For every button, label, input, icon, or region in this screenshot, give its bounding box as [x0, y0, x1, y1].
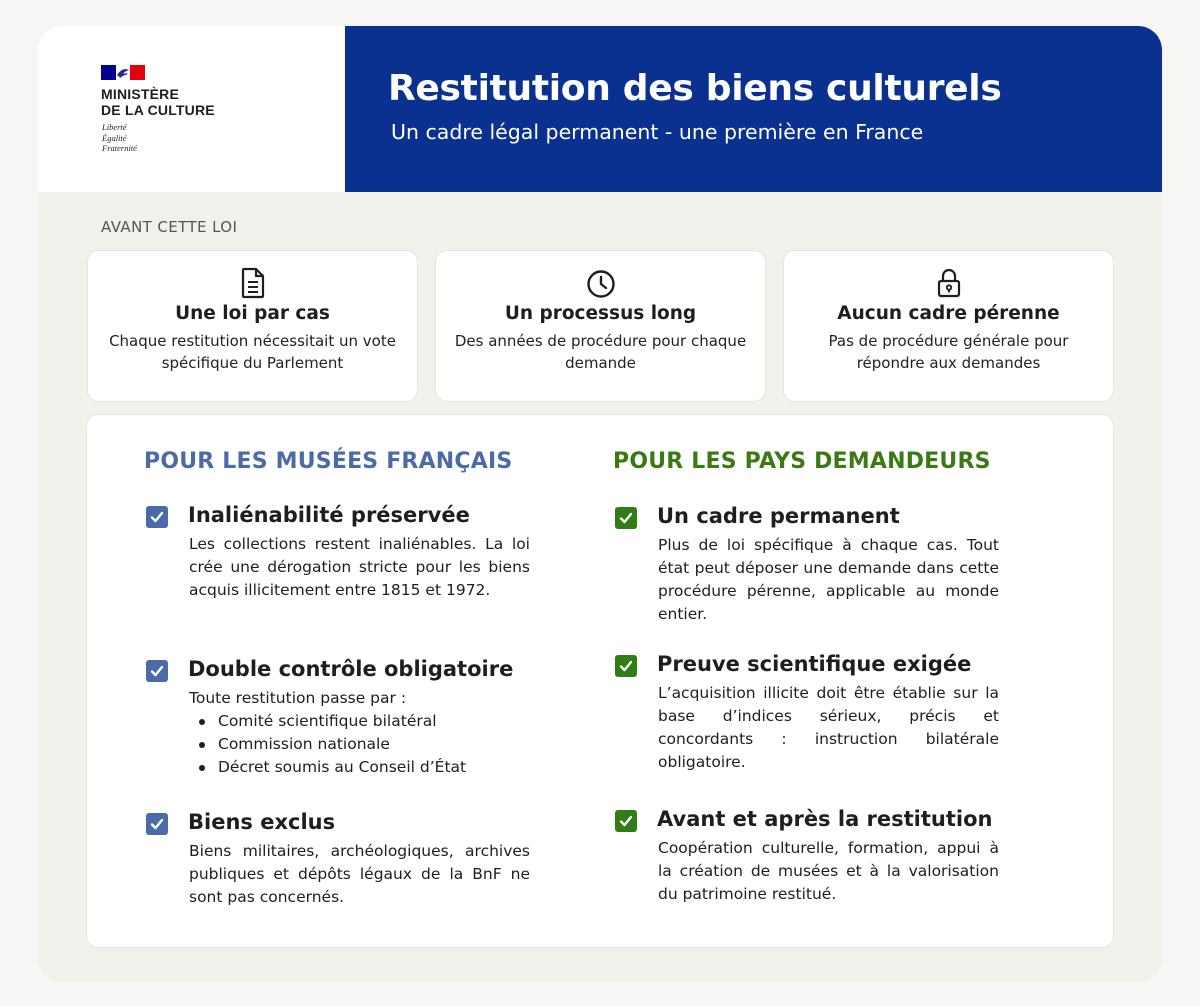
item-description [189, 687, 530, 779]
list-item: Décret soumis au Conseil d’État [189, 756, 530, 779]
list-item: Comité scientifique bilatéral [189, 710, 530, 733]
item-description: L’acquisition illicite doit être établie sur la base d’indices sérieux, précis et concordants : instruction bilatérale obligatoire. [658, 684, 999, 771]
header-banner [345, 26, 1162, 192]
list-item: Commission nationale [189, 733, 530, 756]
item-description: Biens militaires, archéologiques, archives publiques et dépôts légaux de la BnF ne sont pas concernés. [189, 842, 530, 906]
countries-column-title: POUR LES PAYS DEMANDEURS [613, 449, 991, 474]
clock-icon [585, 267, 617, 299]
marianne-profile-icon [115, 65, 131, 80]
ministry-name-line2: DE LA CULTURE [101, 102, 215, 118]
item-title: Inaliénabilité préservée [188, 503, 470, 527]
before-card-process [435, 250, 766, 402]
item-title: Preuve scientifique exigée [657, 652, 972, 676]
ministry-name [101, 86, 215, 118]
motto-fraternite: Fraternité [102, 143, 137, 153]
before-section-label: AVANT CETTE LOI [101, 218, 238, 236]
page-title: Restitution des biens culturels [388, 68, 1002, 109]
before-card-framework [783, 250, 1114, 402]
before-card-law [87, 250, 418, 402]
checkbox-checked-icon [146, 506, 168, 528]
motto-egalite: Égalité [102, 132, 127, 143]
card-description: Pas de procédure générale pour répondre aux demandes [828, 332, 1069, 372]
checkbox-checked-icon [146, 660, 168, 682]
comparison-panel [86, 414, 1114, 948]
checkbox-checked-icon [615, 655, 637, 677]
item-description: Plus de loi spécifique à chaque cas. Tout état peut déposer une demande dans cette procédure pérenne, applicable au monde entier. [658, 536, 999, 623]
item-title: Avant et après la restitution [657, 807, 993, 831]
page-subtitle: Un cadre légal permanent - une première en France [391, 120, 924, 144]
infographic-frame [38, 26, 1162, 982]
card-description: Chaque restitution nécessitait un vote spécifique du Parlement [109, 332, 396, 372]
ministry-name-line1: MINISTÈRE [101, 86, 180, 102]
museums-column-title: POUR LES MUSÉES FRANÇAIS [144, 449, 513, 474]
item-title: Un cadre permanent [657, 504, 900, 528]
card-title: Aucun cadre pérenne [837, 303, 1060, 324]
card-title: Une loi par cas [175, 303, 330, 324]
checkbox-checked-icon [146, 813, 168, 835]
checkbox-checked-icon [615, 507, 637, 529]
card-description: Des années de procédure pour chaque demande [454, 332, 747, 372]
item-description: Les collections restent inaliénables. La loi crée une dérogation stricte pour les biens acquis illicitement entre 1815 et 1972. [189, 535, 530, 599]
republic-motto [102, 122, 137, 154]
item-title: Double contrôle obligatoire [188, 657, 514, 681]
ministry-logo [38, 26, 345, 192]
motto-liberte: Liberté [102, 122, 127, 132]
lock-icon [936, 267, 962, 299]
item-intro: Toute restitution passe par : [189, 689, 407, 707]
item-title: Biens exclus [188, 810, 336, 834]
document-icon [239, 267, 267, 299]
card-title: Un processus long [504, 303, 697, 324]
checkbox-checked-icon [615, 810, 637, 832]
item-description: Coopération culturelle, formation, appui à la création de musées et à la valorisation du patrimoine restitué. [658, 839, 999, 903]
control-steps-list [189, 710, 530, 779]
